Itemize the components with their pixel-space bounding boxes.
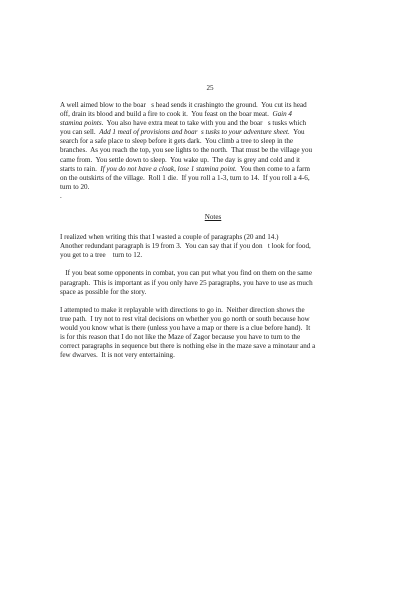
trailing-dot: . bbox=[60, 191, 62, 200]
page-number: 25 bbox=[206, 84, 214, 92]
text-line bbox=[60, 174, 366, 183]
text-line: would you know what is there (unless you have a map or there is a clue before hand). It bbox=[60, 323, 311, 332]
text-line: I attempted to make it replayable with directions to go in. Neither direction shows the bbox=[60, 305, 305, 314]
text-run: search for a safe place to sleep before it gets dark. You climb a tree to sleep in the bbox=[60, 137, 294, 146]
italic-text: If you do not have a cloak, lose 1 stamina point. bbox=[100, 164, 237, 173]
text-line bbox=[60, 110, 366, 119]
text-line: space as possible for the story. bbox=[60, 287, 147, 296]
text-run: on the outskirts of the village. Roll 1 die. If you roll a 1-3, turn to 14. If you roll a 4-6, bbox=[60, 173, 310, 182]
text-run: you can sell. bbox=[60, 128, 100, 137]
text-line: true path. I try not to rest vital decisions on whether you go north or south because how bbox=[60, 314, 310, 323]
notes-paragraph-1 bbox=[60, 233, 366, 260]
text-line bbox=[60, 165, 366, 174]
text-line: correct paragraphs in sequence but there is nothing else in the maze save a minotaur and a bbox=[60, 342, 316, 351]
text-line: you get to a tree turn to 12. bbox=[60, 251, 143, 260]
page-content bbox=[60, 101, 366, 360]
text-line: paragraph. This is important as if you only have 25 paragraphs, you have to use as much bbox=[60, 278, 313, 287]
italic-text: Add 1 meal of provisions and boar s tusks to your adventure sheet. bbox=[99, 128, 290, 137]
notes-paragraph-3 bbox=[60, 306, 366, 361]
text-run: turn to 20. bbox=[60, 182, 90, 191]
notes-heading: Notes bbox=[204, 213, 222, 222]
text-run: came from. You settle down to sleep. You wake up. The day is grey and cold and it bbox=[60, 155, 301, 164]
text-line bbox=[60, 137, 366, 146]
text-line: few dwarves. It is not very entertaining. bbox=[60, 351, 175, 360]
text-run: . You also have extra meat to take with you and the boar s tusks which bbox=[101, 119, 307, 128]
text-line bbox=[60, 128, 366, 137]
text-line: is for this reason that I do not like the Maze of Zagor because you have to turn to the bbox=[60, 332, 301, 341]
story-paragraph bbox=[60, 101, 366, 192]
text-line bbox=[60, 146, 366, 155]
text-line: If you beat some opponents in combat, you can put what you find on them on the same bbox=[60, 269, 312, 278]
text-run: A well aimed blow to the boar s head sends it crashingto the ground. You cut its head bbox=[60, 101, 307, 109]
text-run: off, drain its blood and build a fire to cook it. You feast on the boar meat. bbox=[60, 110, 273, 119]
text-line bbox=[60, 119, 366, 128]
italic-text: Gain 4 bbox=[272, 110, 292, 119]
text-run: You bbox=[289, 128, 305, 137]
text-run: starts to rain. bbox=[60, 164, 101, 173]
text-run: branches. As you reach the top, you see lights to the north. That must be the village you bbox=[60, 146, 313, 155]
text-line bbox=[60, 183, 366, 192]
italic-text: stamina points bbox=[60, 119, 102, 128]
text-line: I realized when writing this that I wasted a couple of paragraphs (20 and 14.) bbox=[60, 233, 279, 242]
text-line bbox=[60, 101, 366, 110]
text-line bbox=[60, 156, 366, 165]
notes-paragraph-2 bbox=[60, 269, 366, 296]
text-run: You then come to a farm bbox=[236, 164, 311, 173]
text-line: Another redundant paragraph is 19 from 3. You can say that if you don t look for food, bbox=[60, 242, 311, 251]
